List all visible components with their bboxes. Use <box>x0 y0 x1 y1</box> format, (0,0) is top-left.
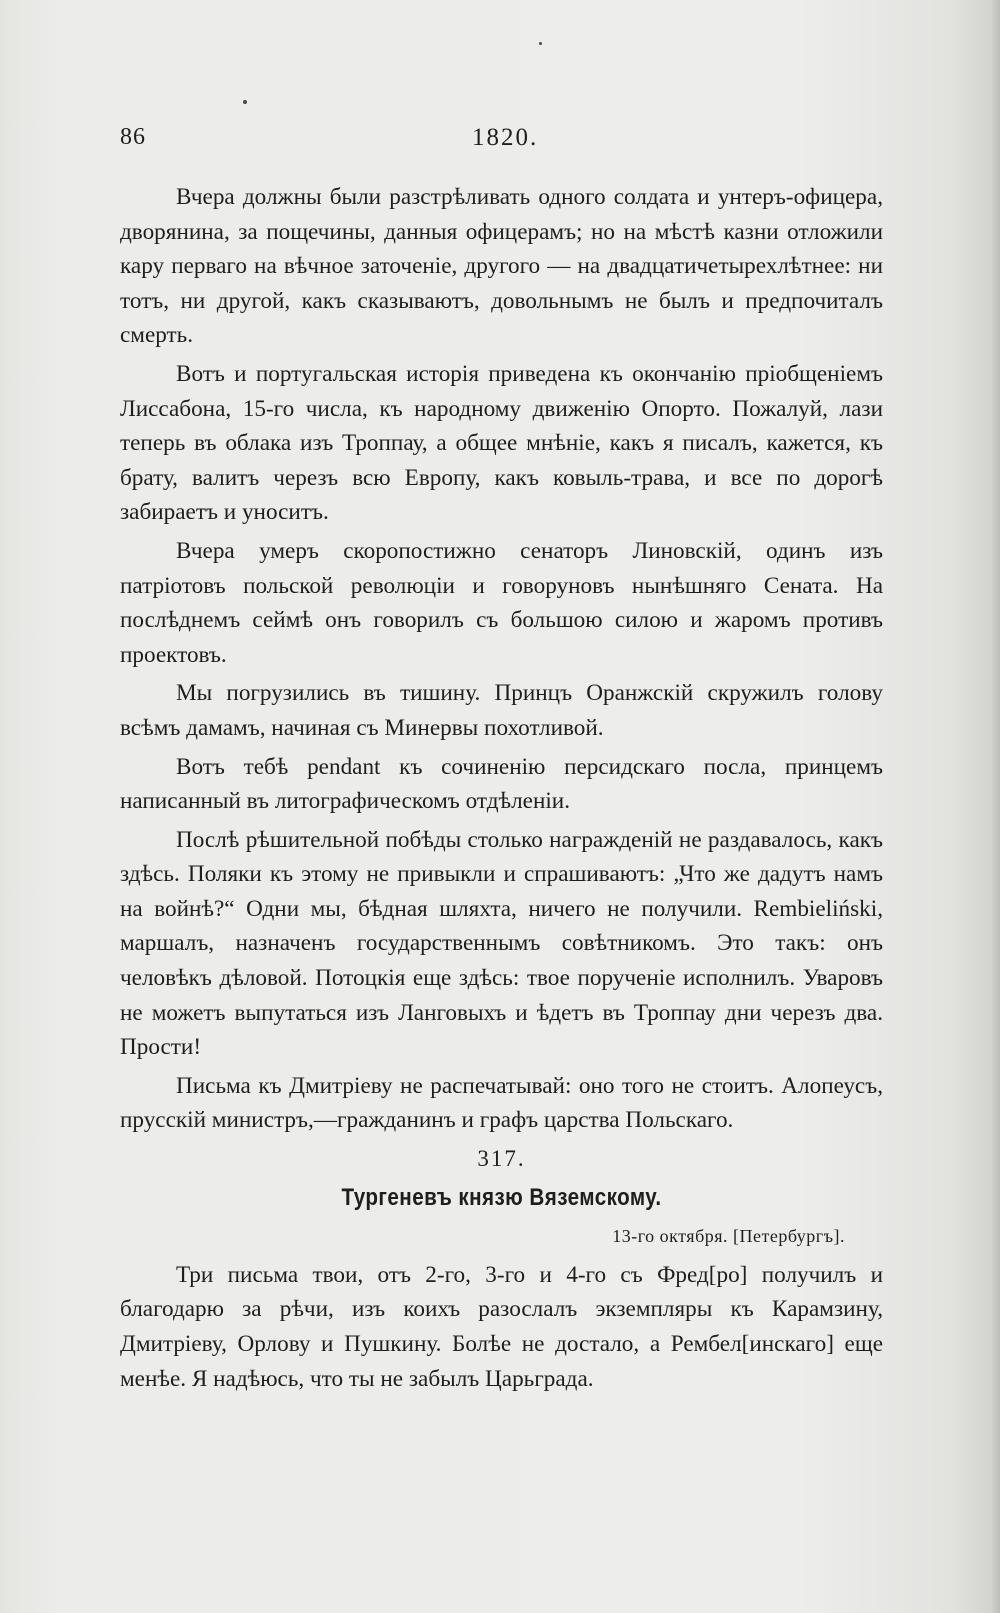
paragraph: Вотъ тебѣ pendant къ сочиненію персидскаго посла, принцемъ написанный въ литографическомъ отдѣленіи. <box>120 753 883 815</box>
body-text <box>120 180 883 1400</box>
ink-speck <box>539 42 542 45</box>
running-head-year: 1820. <box>472 124 539 151</box>
paragraph: Послѣ рѣшительной побѣды столько награжденій не раздавалось, какъ здѣсь. Поляки къ этому не привыкли и спрашиваютъ: „Что же дадутъ намъ на войнѣ?“ Одни мы, бѣдная шляхта, ничего не получили. Rembieliński, маршалъ, назначенъ государственнымъ совѣтникомъ. Это такъ: онъ человѣкъ дѣловой. Потоцкія еще здѣсь: твое порученіе исполнилъ. Уваровъ не можетъ выпутаться изъ Ланговыхъ и ѣдетъ въ Троппау дни черезъ два. Прости! <box>120 826 883 1061</box>
letter-number: 317. <box>477 1146 526 1172</box>
ink-speck <box>243 100 247 104</box>
letter-paragraph: Три письма твои, отъ 2-го, 3-го и 4-го съ Фред[ро] получилъ и благодарю за рѣчи, изъ коихъ разослалъ экземпляры къ Карамзину, Дмитріеву, Орлову и Пушкину. Болѣе не достало, а Рембел[инскаго] еще менѣе. Я надѣюсь, что ты не забылъ Царьграда. <box>120 1261 883 1392</box>
paragraph: Письма къ Дмитріеву не распечатывай: оно того не стоитъ. Алопеусъ, прусскій министръ,—гражданинъ и графъ царства Польскаго. <box>120 1072 883 1134</box>
letter-date: 13-го октября. [Петербургъ]. <box>612 1226 845 1247</box>
paragraph: Вчера должны были разстрѣливать одного солдата и унтеръ-офицера, дворянина, за пощечины, данныя офицерамъ; но на мѣстѣ казни отложили кару перваго на вѣчное заточеніе, другого — на двадцатичетырехлѣтнее: ни тотъ, ни другой, какъ сказываютъ, довольнымъ не былъ и предпочиталъ смерть. <box>120 184 883 349</box>
page-number: 86 <box>120 124 146 150</box>
paragraph: Вотъ и португальская исторія приведена къ окончанію пріобщеніемъ Лиссабона, 15-го числа, къ народному движенію Опорто. Пожалуй, лази теперь въ облака изъ Троппау, а общее мнѣніе, какъ я писалъ, кажется, къ брату, валитъ черезъ всю Европу, какъ ковыль-трава, и все по дорогѣ забираетъ и уноситъ. <box>120 360 883 526</box>
paragraph: Вчера умеръ скоропостижно сенаторъ Линовскій, одинъ изъ патріотовъ польской революціи и говоруновъ нынѣшняго Сената. На послѣднемъ сеймѣ онъ говорилъ съ большою силою и жаромъ противъ проектовъ. <box>120 537 883 668</box>
page-header <box>120 124 880 160</box>
page-edge-shadow <box>992 0 1000 1613</box>
letter-heading: Тургеневъ князю Вяземскому. <box>341 1183 662 1211</box>
paragraph: Мы погрузились въ тишину. Принцъ Оранжскій скружилъ голову всѣмъ дамамъ, начиная съ Минервы похотливой. <box>120 680 883 741</box>
